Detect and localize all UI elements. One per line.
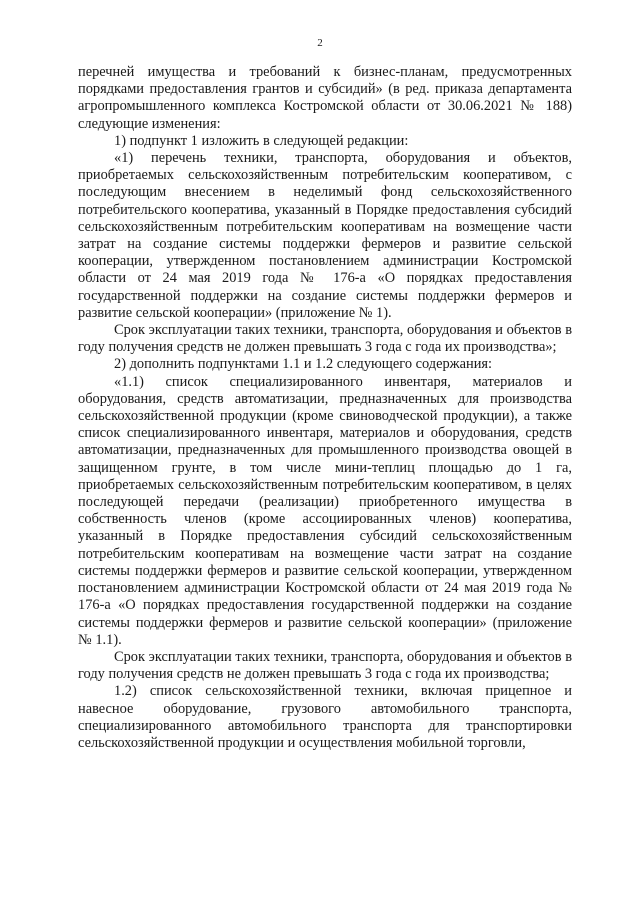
paragraph-1: перечней имущества и требований к бизнес-планам, предусмотренных порядками предоставления грантов и субсидий» (в ред. приказа департамента агропромышленного комплекса Костромской области от 30.06.2021 № 188) следующие изменения: xyxy=(78,64,572,132)
paragraph-5: 2) дополнить подпунктами 1.1 и 1.2 следующего содержания: xyxy=(114,356,493,373)
paragraph-4: Срок эксплуатации таких техники, транспорта, оборудования и объектов в году получения средств не должен превышать 3 года с года их производства»; xyxy=(78,322,572,356)
paragraph-3: «1) перечень техники, транспорта, оборудования и объектов, приобретаемых сельскохозяйственным потребительским кооперативом, с последующим внесением в неделимый фонд сельскохозяйственного потребительского кооператива, указанный в Порядке предоставления субсидий сельскохозяйственным потребительским кооперативам на возмещение части затрат на создание системы поддержки фермеров и развитие сельской кооперации, утвержденном постановлением администрации Костромской области от 24 мая 2019 года № 176-а «О порядках предоставления государственной поддержки на создание системы поддержки фермеров и развитие сельской кооперации» (приложение № 1). xyxy=(78,150,572,321)
paragraph-7: Срок эксплуатации таких техники, транспорта, оборудования и объектов в году получения средств не должен превышать 3 года с года их производства; xyxy=(78,648,572,683)
paragraph-8: 1.2) список сельскохозяйственной техники, включая прицепное и навесное оборудование, грузового автомобильного транспорта, специализированного автомобильного транспорта для транспортировки сельскохозяйственной продукции и осуществления мобильной торговли, xyxy=(78,683,572,751)
paragraph-2: 1) подпункт 1 изложить в следующей редакции: xyxy=(114,132,409,149)
paragraph-6: «1.1) список специализированного инвентаря, материалов и оборудования, средств автоматизации, предназначенных для производства сельскохозяйственной продукции (кроме свиноводческой продукции), а также список специализированного инвентаря, материалов и оборудования, средств автоматизации, предназначенных для промышленного производства овощей в защищенном грунте, в том числе мини-теплиц площадью до 1 га, приобретаемых сельскохозяйственным потребительским кооперативом, в целях последующей передачи (реализации) приобретенного имущества в собственность членов (кроме ассоциированных членов) кооператива, указанный в Порядке предоставления субсидий сельскохозяйственным потребительским кооперативам на возмещение части затрат на создание системы поддержки фермеров и развитие сельской кооперации, утвержденном постановлением администрации Костромской области от 24 мая 2019 года № 176-а «О порядках предоставления государственной поддержки на создание системы поддержки фермеров и развитие сельской кооперации» (приложение № 1.1). xyxy=(78,373,572,648)
page-number: 2 xyxy=(317,37,323,49)
document-body xyxy=(78,64,572,752)
